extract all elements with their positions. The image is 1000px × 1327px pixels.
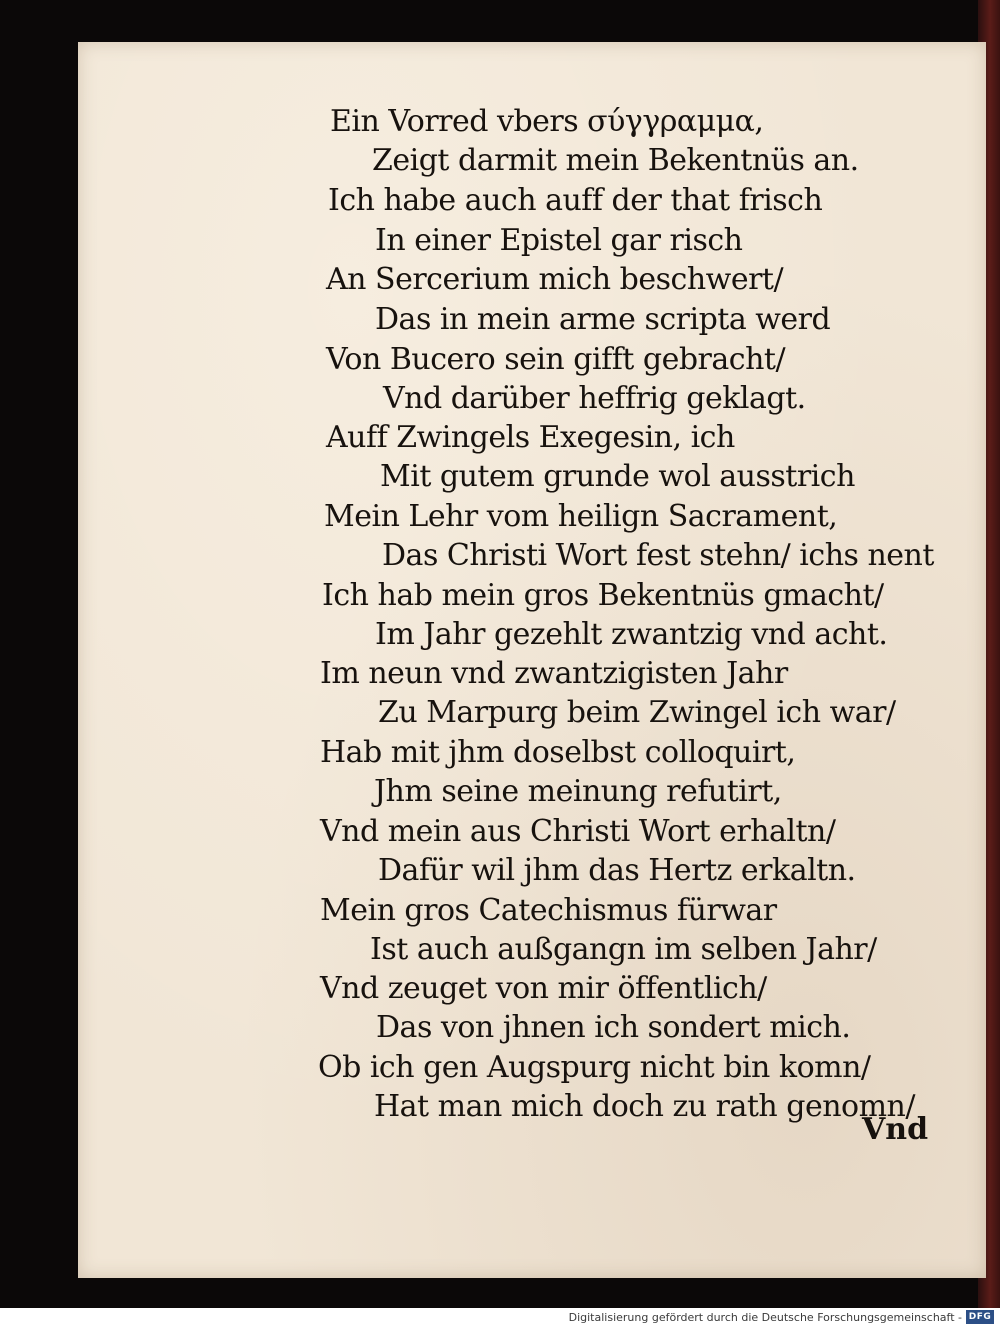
- verse-line: In einer Epistel gar risch: [375, 223, 743, 258]
- verse-line: Das in mein arme scripta werd: [375, 302, 831, 337]
- verse-line: Vnd darüber heffrig geklagt.: [383, 381, 806, 416]
- verse-line: Das von jhnen ich sondert mich.: [376, 1010, 851, 1045]
- verse-line: Hab mit jhm doselbst colloquirt,: [320, 735, 796, 770]
- verse-line: Ich habe auch auff der that frisch: [328, 183, 823, 218]
- verse-line: Zu Marpurg beim Zwingel ich war/: [378, 695, 896, 730]
- verse-line: Ich hab mein gros Bekentnüs gmacht/: [322, 578, 884, 613]
- verse-line: Mein gros Catechismus fürwar: [320, 893, 777, 928]
- verse-line: Jhm seine meinung refutirt,: [374, 774, 782, 809]
- verse-line: Ist auch außgangn im selben Jahr/: [370, 932, 877, 967]
- dfg-logo-icon: DFG: [966, 1310, 994, 1324]
- verse-line: Das Christi Wort fest stehn/ ichs nent: [382, 538, 934, 573]
- verse-line: Vnd zeuget von mir öffentlich/: [320, 971, 767, 1006]
- verse-line: Zeigt darmit mein Bekentnüs an.: [372, 143, 859, 178]
- verse-line: Mit gutem grunde wol ausstrich: [380, 459, 855, 494]
- verse-line: Auff Zwingels Exegesin, ich: [326, 420, 735, 455]
- verse-line: Mein Lehr vom heilign Sacrament,: [324, 499, 838, 534]
- verse-line: Ein Vorred vbers σύγγραμμα,: [330, 104, 764, 139]
- footer-bar: [0, 1308, 1000, 1327]
- verse-line: Dafür wil jhm das Hertz erkaltn.: [378, 853, 856, 888]
- verse-line: Von Bucero sein gifft gebracht/: [326, 342, 786, 377]
- verse-line: Ob ich gen Augspurg nicht bin komn/: [318, 1050, 871, 1085]
- verse-line: Vnd mein aus Christi Wort erhaltn/: [320, 814, 836, 849]
- verse-line: Hat man mich doch zu rath genomn/: [374, 1089, 915, 1124]
- verse-line: Im neun vnd zwantzigisten Jahr: [320, 656, 788, 691]
- catchword: Vnd: [862, 1112, 929, 1147]
- verse-line: Im Jahr gezehlt zwantzig vnd acht.: [375, 617, 888, 652]
- funding-notice: Digitalisierung gefördert durch die Deutsche Forschungsgemeinschaft -: [568, 1311, 962, 1324]
- verse-line: An Sercerium mich beschwert/: [326, 262, 784, 297]
